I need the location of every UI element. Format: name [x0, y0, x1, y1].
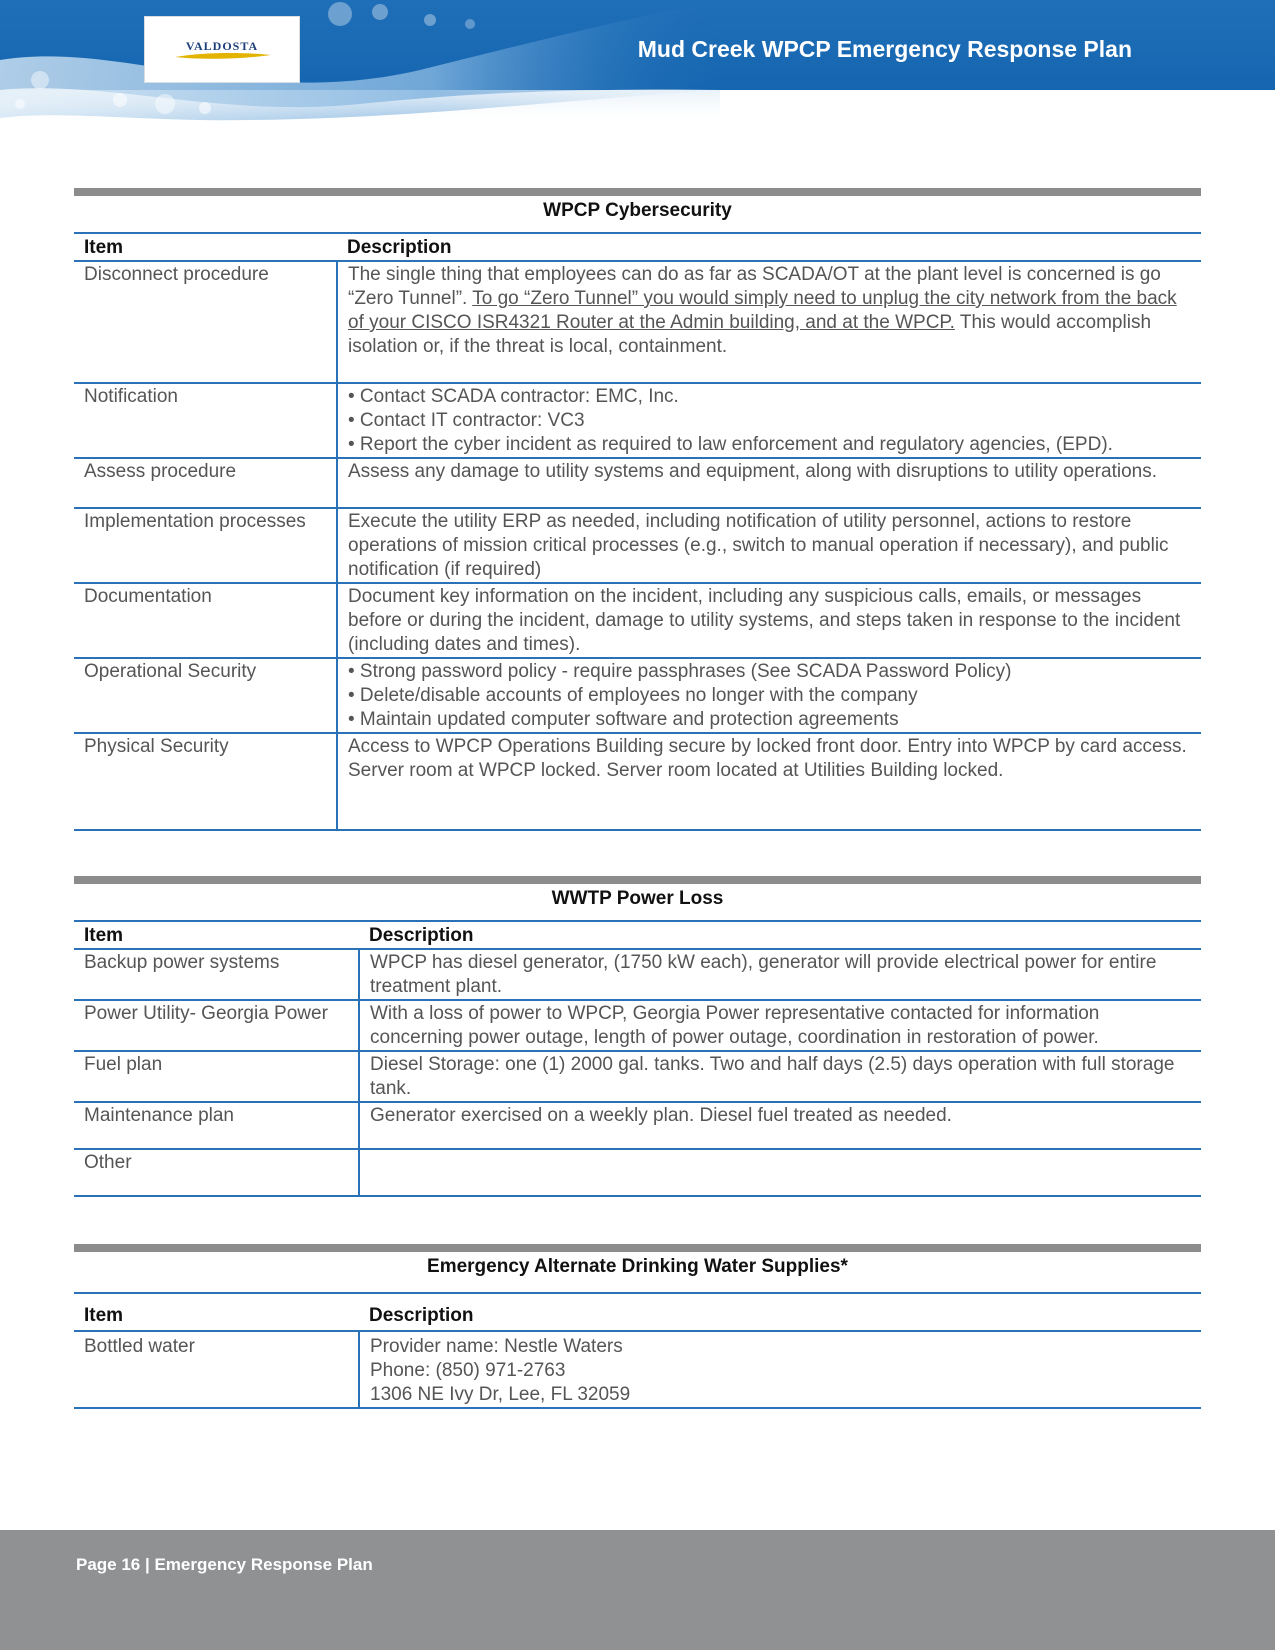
row-item: Physical Security — [74, 733, 337, 830]
row-description — [359, 1149, 1201, 1196]
row-description: Generator exercised on a weekly plan. Diesel fuel treated as needed. — [359, 1102, 1201, 1149]
table-row — [74, 383, 1201, 458]
provider-phone: Phone: (850) 971-2763 — [370, 1360, 566, 1381]
bullet-item: • Delete/disable accounts of employees no longer with the company — [348, 685, 918, 706]
row-item: Other — [74, 1149, 359, 1196]
document-title: Mud Creek WPCP Emergency Response Plan — [637, 36, 1132, 62]
footer-page-label: Page 16 | Emergency Response Plan — [76, 1555, 373, 1574]
bullet-item: • Strong password policy - require passphrases (See SCADA Password Policy) — [348, 661, 1012, 682]
bullet-item: • Report the cyber incident as required to law enforcement and regulatory agencies, (EPD). — [348, 434, 1113, 455]
table-row — [74, 1102, 1201, 1149]
provider-name: Provider name: Nestle Waters — [370, 1336, 623, 1357]
column-header-item: Item — [74, 1293, 359, 1331]
row-item: Notification — [74, 383, 337, 458]
logo-swoosh-icon — [173, 51, 273, 61]
row-description: Diesel Storage: one (1) 2000 gal. tanks. Two and half days (2.5) days operation with full storage tank. — [359, 1051, 1201, 1102]
row-item: Operational Security — [74, 658, 337, 733]
column-header-item: Item — [74, 921, 359, 949]
section-rule — [74, 876, 1201, 884]
row-item: Bottled water — [74, 1331, 359, 1408]
table-row — [74, 658, 1201, 733]
description-text: The single thing that employees can do as far as SCADA/OT at the plant level is concerned is go “Zero Tunnel”. — [348, 264, 1161, 309]
page-header — [0, 0, 1275, 125]
column-header-description: Description — [359, 921, 1201, 949]
table-row — [74, 1051, 1201, 1102]
valdosta-logo — [144, 16, 300, 83]
section-title: WPCP Cybersecurity — [543, 200, 732, 221]
row-item: Disconnect procedure — [74, 261, 337, 383]
row-description — [337, 383, 1201, 458]
row-description: Document key information on the incident, including any suspicious calls, emails, or messages before or during the incident, damage to utility systems, and steps taken in response to the incident (including dates and times). — [337, 583, 1201, 658]
column-header-item: Item — [74, 233, 337, 261]
column-header-description: Description — [337, 233, 1201, 261]
zero-tunnel-instruction: To go “Zero Tunnel” you would simply need to unplug the city network from the back of your CISCO ISR4321 Router at the Admin building, and at the WPCP. — [348, 288, 1177, 333]
column-header-description: Description — [359, 1293, 1201, 1331]
table-row — [74, 583, 1201, 658]
row-item: Assess procedure — [74, 458, 337, 508]
row-description: WPCP has diesel generator, (1750 kW each), generator will provide electrical power for entire treatment plant. — [359, 949, 1201, 1000]
logo-text: VALDOSTA — [185, 39, 259, 53]
table-row — [74, 261, 1201, 383]
table-row — [74, 508, 1201, 583]
water-wave-graphic — [0, 0, 720, 125]
table-row — [74, 1000, 1201, 1051]
row-item: Maintenance plan — [74, 1102, 359, 1149]
drinking-water-table — [74, 1292, 1201, 1409]
row-item: Backup power systems — [74, 949, 359, 1000]
row-description — [337, 658, 1201, 733]
row-description: Execute the utility ERP as needed, including notification of utility personnel, actions to restore operations of mission critical processes (e.g., switch to manual operation if necessary), and public notification (if required) — [337, 508, 1201, 583]
row-item: Power Utility- Georgia Power — [74, 1000, 359, 1051]
table-row — [74, 1149, 1201, 1196]
row-description — [337, 261, 1201, 383]
row-item: Implementation processes — [74, 508, 337, 583]
drinking-water-section — [74, 1244, 1201, 1409]
row-description: Access to WPCP Operations Building secure by locked front door. Entry into WPCP by card access. Server room at WPCP locked. Server room located at Utilities Building locked. — [337, 733, 1201, 830]
row-description: Assess any damage to utility systems and equipment, along with disruptions to utility operations. — [337, 458, 1201, 508]
row-description — [359, 1331, 1201, 1408]
bullet-item: • Maintain updated computer software and protection agreements — [348, 709, 899, 730]
table-row — [74, 733, 1201, 830]
table-row — [74, 949, 1201, 1000]
cybersecurity-table — [74, 232, 1201, 831]
section-rule — [74, 1244, 1201, 1252]
table-row — [74, 1331, 1201, 1408]
provider-address: 1306 NE Ivy Dr, Lee, FL 32059 — [370, 1384, 631, 1405]
page-footer — [0, 1530, 1275, 1650]
section-title: WWTP Power Loss — [551, 888, 724, 909]
power-loss-table — [74, 920, 1201, 1197]
description-text: This would accomplish isolation or, if the threat is local, containment. — [348, 312, 1152, 357]
cybersecurity-section — [74, 188, 1201, 831]
section-title: Emergency Alternate Drinking Water Supplies* — [427, 1256, 848, 1277]
power-loss-section — [74, 876, 1201, 1197]
row-item: Fuel plan — [74, 1051, 359, 1102]
row-description: With a loss of power to WPCP, Georgia Power representative contacted for information concerning power outage, length of power outage, coordination in restoration of power. — [359, 1000, 1201, 1051]
table-row — [74, 458, 1201, 508]
bullet-item: • Contact IT contractor: VC3 — [348, 410, 585, 431]
row-item: Documentation — [74, 583, 337, 658]
bullet-item: • Contact SCADA contractor: EMC, Inc. — [348, 386, 679, 407]
section-rule — [74, 188, 1201, 196]
